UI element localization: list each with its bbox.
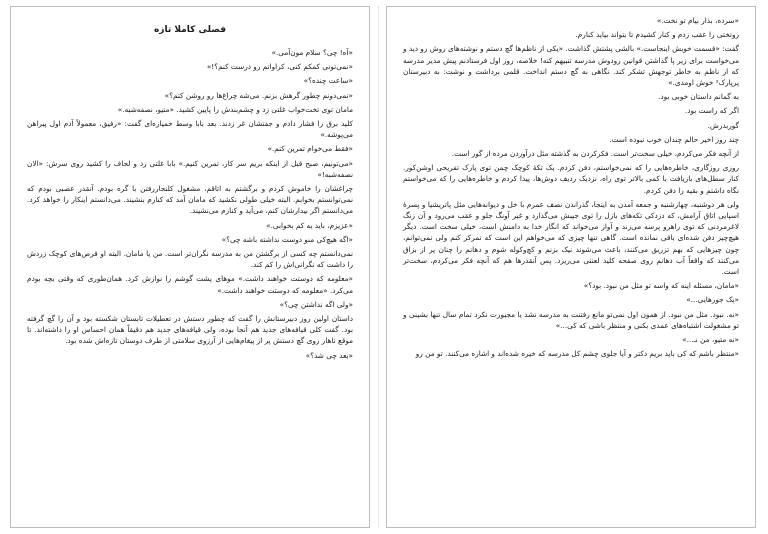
paragraph: داستان اولین روز دبیرستانش را گفت که چطور دستش در تعطیلات تابستان شکسته بود و آن را گچ گرفته بود. گفت کلی قیافه‌های جدید هم آنجا بوده، ولی قیافه‌های جدید هم دقیقاً همان احساس او را داشته‌اند. تا موقع ناهار روی گچ دستش پر از پیغام‌هایی از آرزوی سلامتی از طرف دوستان تازه‌اش شده بود. <box>27 314 353 346</box>
paragraph: «ساعت چنده؟» <box>303 76 353 86</box>
paragraph: نمی‌دانستم چه کسی از برگشتن من به مدرسه نگران‌تر است. من یا مامان. البته او قرص‌های کوچک زردش را داشت که نگرانی‌اش را کم کند. <box>27 249 353 270</box>
left-page <box>10 6 370 528</box>
paragraph: «آه! چی؟ سلام مون‌آمی.» <box>271 48 353 57</box>
paragraph: «می‌تونیم، صبح قبل از اینکه بریم سر کار، تمرین کنیم.» بابا غلتی زد و لحاف را کشید روی سرش: «الان نصفه‌شبه!» <box>27 158 353 179</box>
paragraph: «سرده، بذار بیام تو تخت.» <box>656 16 739 25</box>
paragraph: کلید برق را فشار دادم و جفتشان غر زدند. بعد بابا وسط خمیازه‌ای گفت: «رفیق، معمولاً آدم اول پیراهن می‌پوشه.» <box>27 119 353 140</box>
paragraph: از آنچه فکر می‌کردم، خیلی سخت‌تر است. فکرکردن به گذشته مثل درآوردن مرده از گور است. <box>451 149 739 159</box>
paragraph: «اگه هیچ‌کی منو دوست نداشته باشه چی؟» <box>221 234 353 244</box>
paragraph: ولی هر دوشنبه، چهارشنبه و جمعه آمدن به اینجا، گذراندن نصف عمرم با خل و دیوانه‌هایی مثل پاتریشیا و پسرهٔ اسپایی اتاق آرامش، که دزدکی تکه‌های بازل را توی جیبش می‌گذارد و غیر آونگ جلو و عقب می‌رود و آن زنگ لاغرمردنی که توی راهرو پرسه می‌زند و آواز می‌خواند که انگار خدا به دامنش است، خیلی سخت است. دیگر هیچ‌چیز دفن شده‌ای باقی نمانده است. گاهی تنها چیزی که می‌خواهم این است که تمرکز کنم ولی نمی‌توانم، چون چیزهایی که بهم تزریق می‌کنند، باعث می‌شوند نیک بزنم و کچ‌وکوله شوم و دهانم را چنان پر از بزاق می‌کنند که واقعاً آب دهانم روی صفحه کلید لعنتی می‌ریزد. پس آنقدرها هم که آنچه فکر می‌کردم، سخت‌تر است. <box>403 199 739 277</box>
paragraph: «معلومه که دوستت خواهند داشت.» موهای پشت گوشم را نوازش کرد. همان‌طوری که وقتی بچه بودم می‌کرد. «معلومه که دوستت خواهند داشت.» <box>27 274 353 295</box>
paragraph: چند روز اخیر حالم چندان خوب نبوده است. <box>609 134 739 144</box>
paragraph: مامان توی تخت‌خواب غلتی زد و چشم‌بندش را پایین کشید. «متیو، نصفه‌شبه.» <box>117 104 353 114</box>
paragraph: چراغشان را خاموش کردم و برگشتم به اتاقم، مشغول کلنجاررفتن با گره بودم. آنقدر عصبی بودم که نمی‌توانستم بخوابم. البته خیلی طولی نکشید که مامان آمد که کنارم بنشیند. می‌دانستم اینکار را خواهد کرد. می‌دانستم اگر بیدارشان کنم، می‌آید و کنارم می‌نشیند. <box>27 184 353 216</box>
paragraph: روتختی را عقب زدم و کنار کشیدم تا بتواند بیاید کنارم. <box>575 30 739 40</box>
paragraph: «نه متیو، من نـ...» <box>682 335 739 345</box>
paragraph: «منتظر باشم که کی باید بریم دکتر و آیا جلوی چشم کل مدرسه که خیره شده‌اند و اشاره می‌کنند. تو من رو <box>415 349 739 359</box>
paragraph: «نمی‌تونی کمکم کنی، کراواتم رو درست کنم؟!» <box>206 62 353 72</box>
paragraph: «مامان، مسئله اینه که واسه تو مثل من نبود. بود؟» <box>583 281 739 291</box>
paragraph: گوربدرش. <box>707 120 739 130</box>
paragraph: به گمانم داستان خوبی بود. <box>658 92 739 102</box>
paragraph: «ولی اگه نداشتن چی؟» <box>279 299 353 309</box>
paragraph: «نه. نبود. مثل من نبود. از همون اول نمی‌تو مانع رفتنت به مدرسه نشد یا مجبورت نکرد تمام سال تنها بشینی و تو مشغولت اشتباه‌های عمدی بکنی و منتظر باشی که کی...» <box>403 309 739 330</box>
paragraph: «نمی‌دونم چطور گرهش بزنم. می‌شه چراغ‌ها رو روشن کنم؟» <box>164 90 353 100</box>
paragraph: روزی روزگاری، خاطره‌هایی را که نمی‌خواستم، دفن کردم. یک تکهٔ کوچک چمن توی پارک تفریحی اوشن‌کور. کنار سطل‌های بازیافت با کمی بالاتر توی راه، نزدیک ردیف دوش‌ها، پیدا کردم و خاطره‌هایی را که می‌خواستم نگاه داشتم و بقیه را دفن کردم. <box>403 163 739 195</box>
left-page-text <box>27 15 353 521</box>
paragraph: اگر که راست بود. <box>684 106 739 116</box>
paragraph: «عزیزم، باید یه کم بخوابی.» <box>266 220 353 230</box>
chapter-title: فصلی کاملا تازه <box>153 25 227 35</box>
page-gutter <box>378 6 379 528</box>
paragraph: «یک جورهایی...» <box>686 295 739 305</box>
paragraph: «فقط می‌خوام تمرین کنم.» <box>267 144 353 154</box>
right-page-text <box>403 15 739 521</box>
right-page <box>386 6 756 528</box>
paragraph: «بعد چی شد؟» <box>305 350 353 360</box>
paragraph: گفت: «قسمت خوبش اینجاست.» بالشی پشتش گذاشت. «یکی از ناظم‌ها گچ دستم و نوشته‌های روش رو دید و می‌خواست برای زیر پا گذاشتن قوانین رودوش مدرسه تنبیهم کنه! خلاصه، روز اول فرستادنم پیش مدیر مدرسه که از ناظم به خاطر توجهش تشکر کند. نگاهی به گچ دستم انداخت. قلمی برداشت و نوشت: به دبیرستان پرپارک² خوش اومدی.» <box>403 44 739 88</box>
